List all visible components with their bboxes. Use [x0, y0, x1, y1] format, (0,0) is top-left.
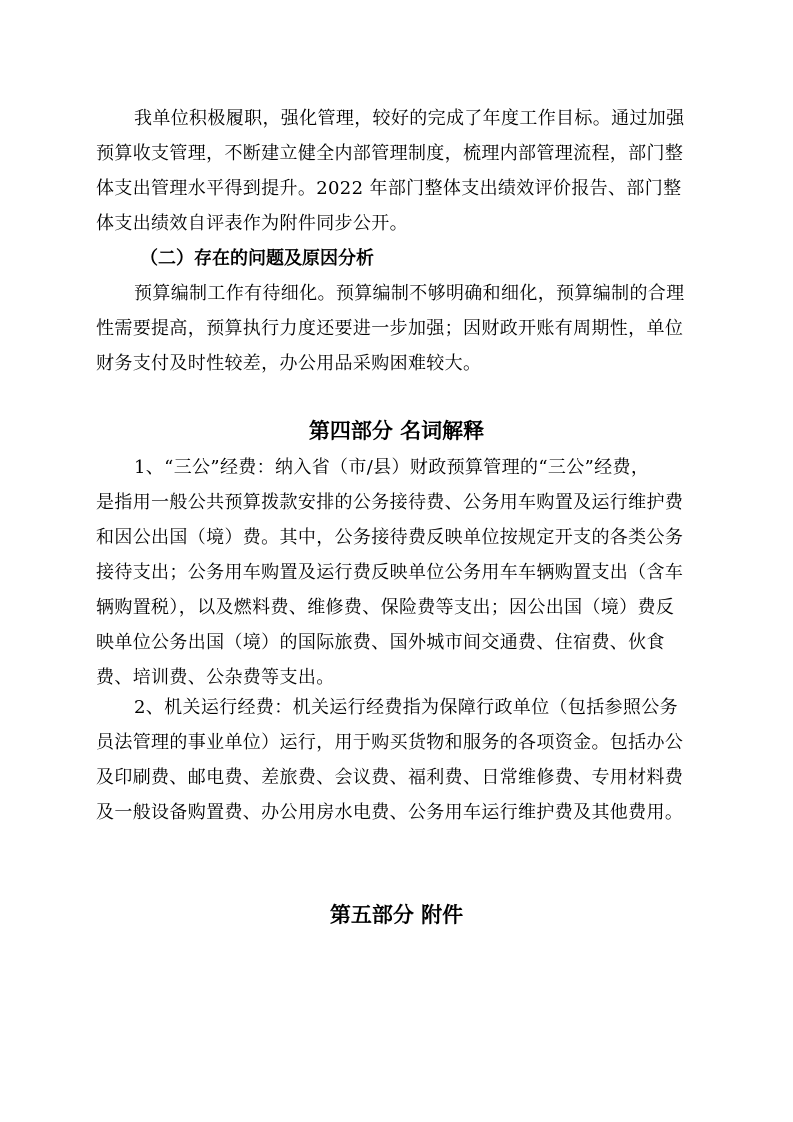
text-line: 我单位积极履职，强化管理，较好的完成了年度工作目标。通过加强: [134, 108, 685, 129]
text-line: 接待支出；公务用车购置及运行费反映单位公务用车车辆购置支出（含车: [96, 562, 684, 583]
text-line: 体支出管理水平得到提升。2022 年部门整体支出绩效评价报告、部门整: [96, 178, 682, 199]
text-line: 员法管理的事业单位）运行，用于购买货物和服务的各项资金。包括办公: [96, 732, 684, 753]
text-line: 1、“三公”经费：纳入省（市/县）财政预算管理的“三公”经费，: [134, 457, 650, 478]
part4-title: 第四部分 名词解释: [308, 419, 485, 443]
part5-title: 第五部分 附件: [329, 903, 464, 927]
text-line: 映单位公务出国（境）的国际旅费、国外城市间交通费、住宿费、伙食: [96, 632, 665, 653]
problems-paragraph: [96, 276, 700, 381]
text-line: 2、机关运行经费：机关运行经费指为保障行政单位（包括参照公务: [134, 697, 678, 718]
term-agency-operating-expenses: [96, 690, 700, 830]
text-line: 及一般设备购置费、办公用房水电费、公务用车运行维护费及其他费用。: [96, 802, 684, 823]
text-line: 预算收支管理，不断建立健全内部管理制度，梳理内部管理流程，部门整: [96, 143, 684, 164]
text-line: 体支出绩效自评表作为附件同步公开。: [96, 213, 408, 234]
text-line: 及印刷费、邮电费、差旅费、会议费、福利费、日常维修费、专用材料费: [96, 767, 684, 788]
performance-paragraph: [96, 101, 700, 241]
problems-subheading-block: [96, 241, 700, 276]
text-line: 财务支付及时性较差，办公用品采购困难较大。: [96, 353, 482, 374]
problems-subheading: （二）存在的问题及原因分析: [140, 248, 374, 269]
text-line: 辆购置税），以及燃料费、维修费、保险费等支出；因公出国（境）费反: [96, 597, 675, 618]
term-three-public-expenses: [96, 450, 700, 695]
text-line: 是指用一般公共预算拨款安排的公务接待费、公务用车购置及运行维护费: [96, 492, 684, 513]
text-line: 性需要提高，预算执行力度还要进一步加强；因财政开账有周期性，单位: [96, 318, 684, 339]
text-line: 预算编制工作有待细化。预算编制不够明确和细化，预算编制的合理: [134, 283, 685, 304]
text-line: 费、培训费、公杂费等支出。: [96, 667, 335, 688]
text-line: 和因公出国（境）费。其中，公务接待费反映单位按规定开支的各类公务: [96, 527, 684, 548]
